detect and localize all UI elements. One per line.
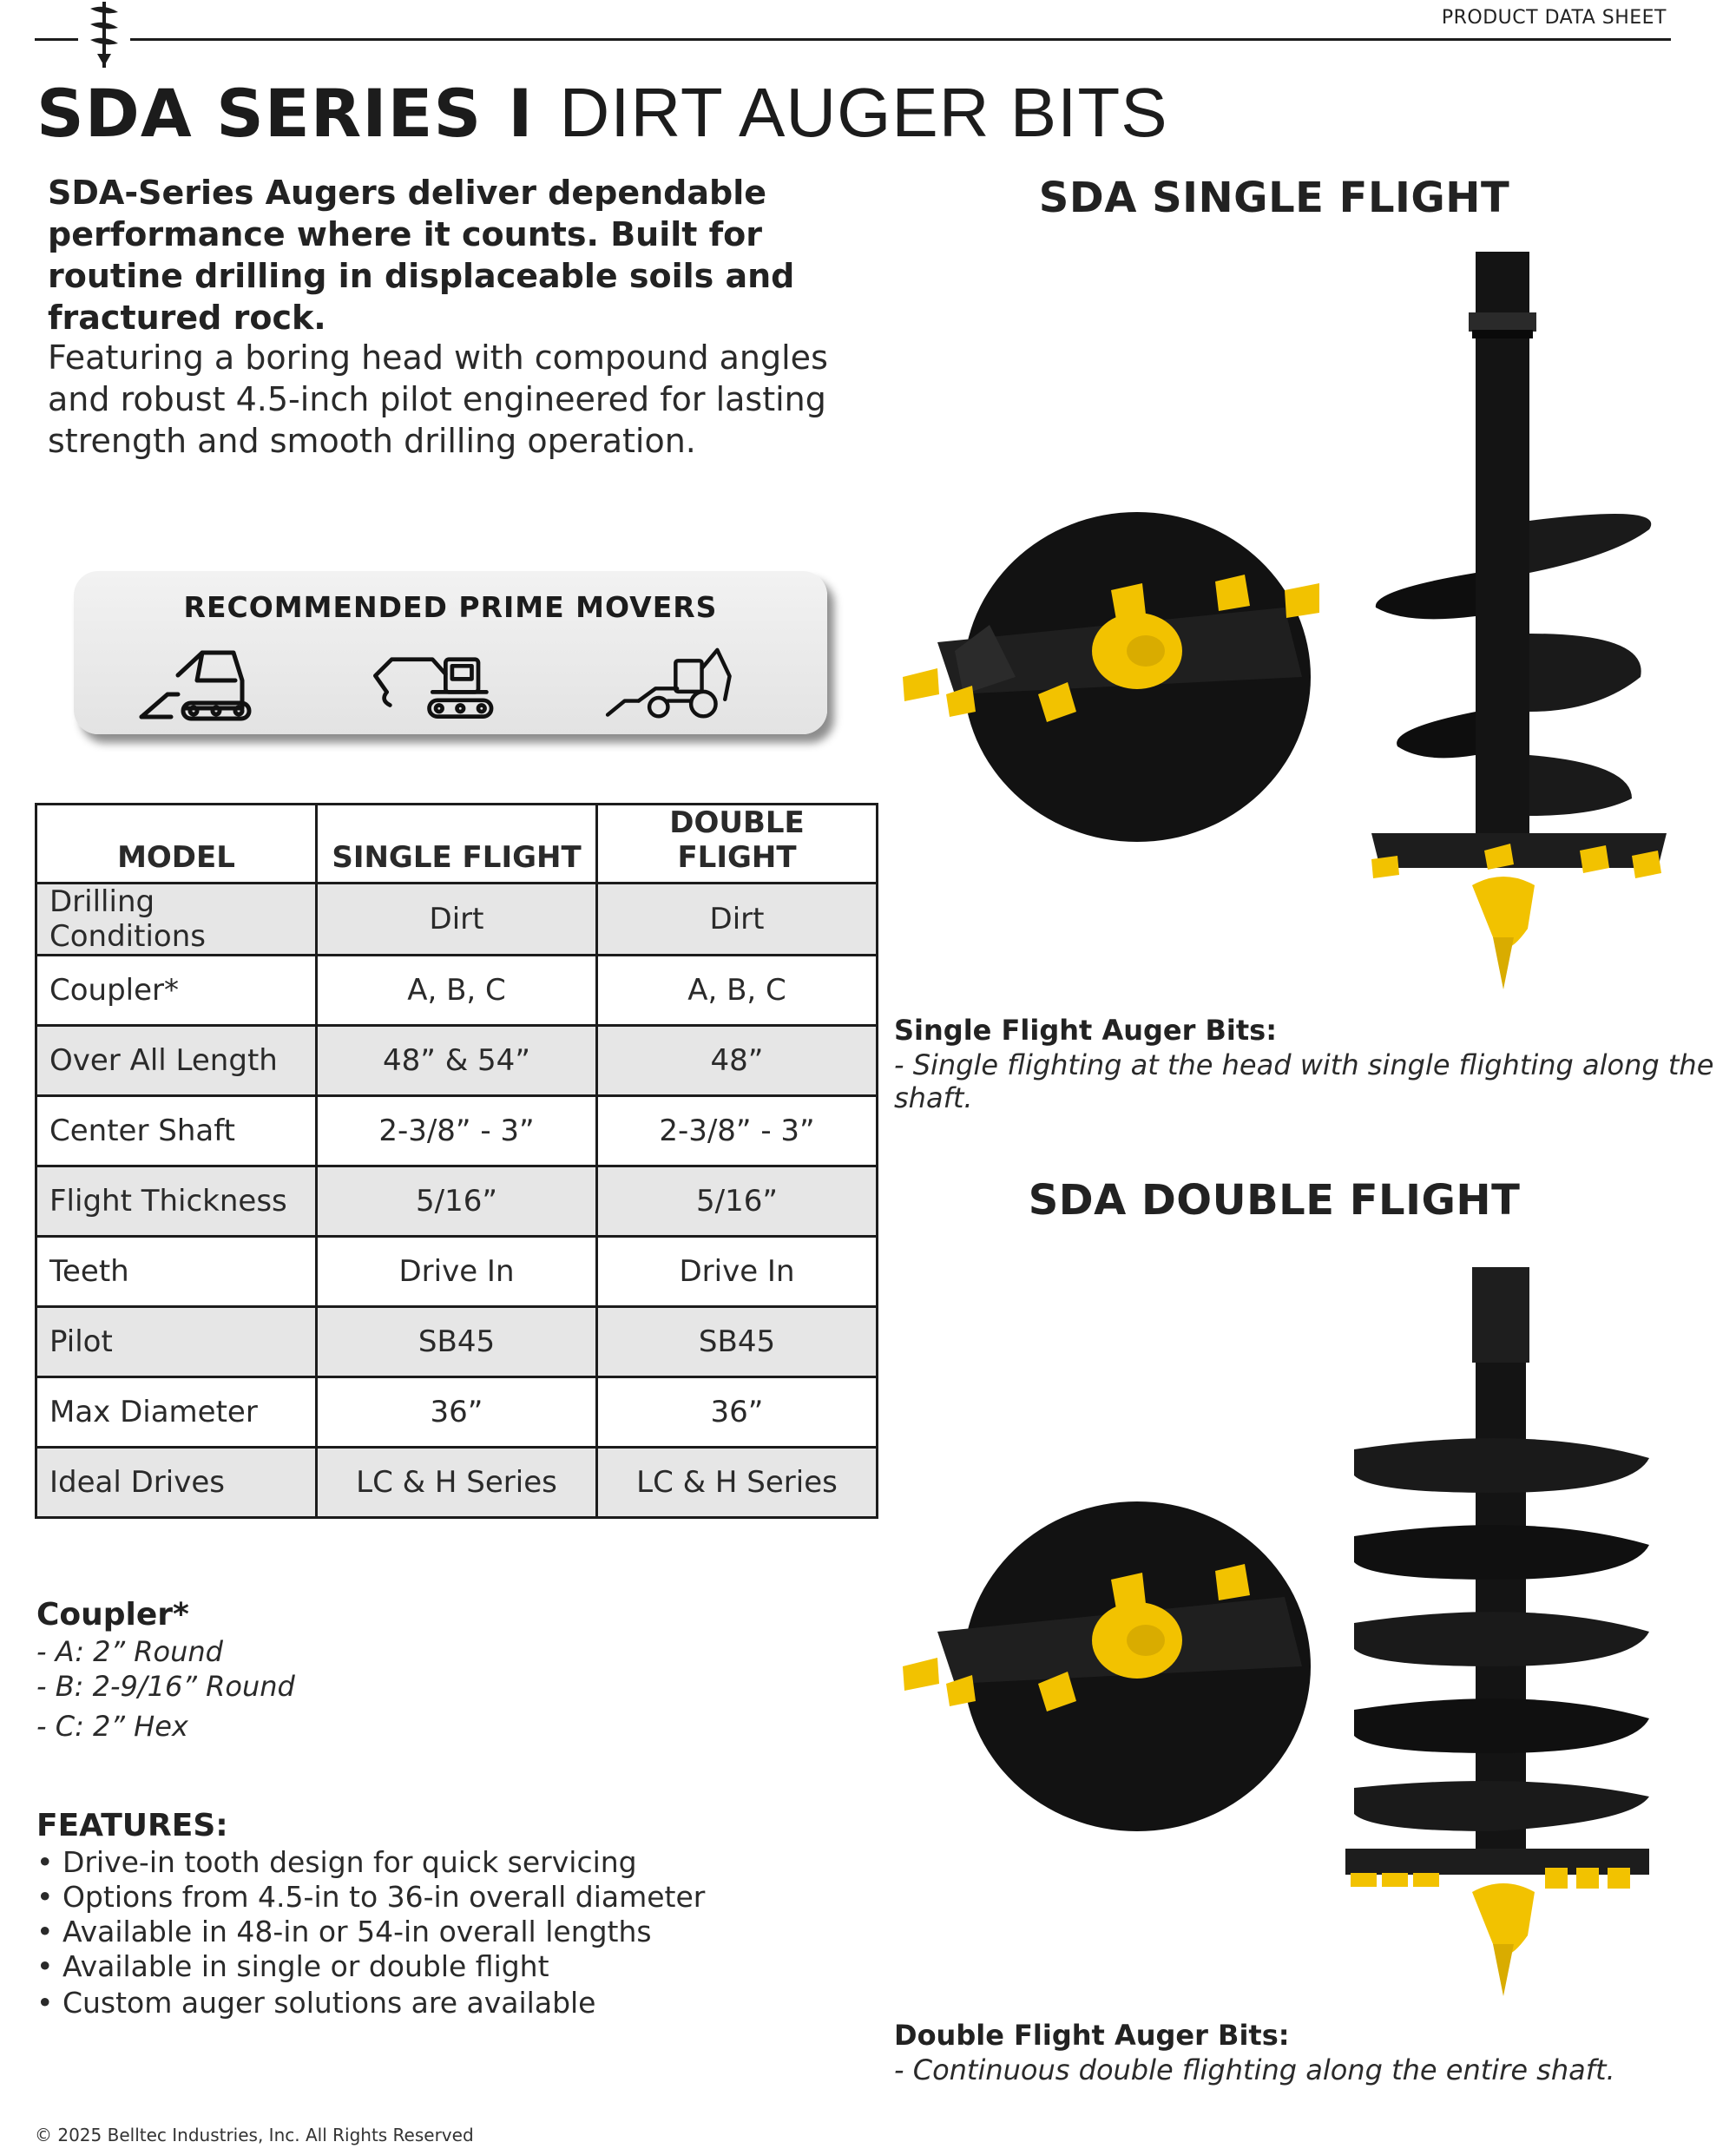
single-flight-caption-body: - Single flighting at the head with single flighting along the shaft.	[894, 1048, 1714, 1114]
cell-single: 36”	[317, 1377, 597, 1448]
column-header-single: SINGLE FLIGHT	[317, 805, 597, 884]
cell-double: 2-3/8” - 3”	[597, 1096, 878, 1166]
title-separator: I	[508, 75, 534, 152]
spec-table	[35, 803, 878, 1519]
feature-item: • Custom auger solutions are available	[36, 1986, 596, 2020]
cell-double: SB45	[597, 1307, 878, 1377]
cell-double: Drive In	[597, 1237, 878, 1307]
cell-single: LC & H Series	[317, 1448, 597, 1518]
row-label: Over All Length	[36, 1026, 317, 1096]
row-label: Coupler*	[36, 956, 317, 1026]
table-row	[36, 1166, 878, 1237]
coupler-note: - B: 2-9/16” Round	[36, 1670, 295, 1703]
column-header-double: DOUBLE FLIGHT	[597, 805, 878, 884]
features-title: FEATURES:	[36, 1808, 228, 1843]
cell-double: 36”	[597, 1377, 878, 1448]
cell-double: A, B, C	[597, 956, 878, 1026]
table-row	[36, 1237, 878, 1307]
single-flight-caption-title: Single Flight Auger Bits:	[894, 1014, 1278, 1047]
row-label: Ideal Drives	[36, 1448, 317, 1518]
row-label: Center Shaft	[36, 1096, 317, 1166]
row-label: Max Diameter	[36, 1377, 317, 1448]
cell-single: Dirt	[317, 884, 597, 956]
coupler-note: - A: 2” Round	[36, 1635, 223, 1668]
row-label: Drilling Conditions	[36, 884, 317, 956]
double-flight-caption-body: - Continuous double flighting along the entire shaft.	[894, 2053, 1615, 2086]
title-series: SDA SERIES	[36, 75, 483, 152]
intro-body: Featuring a boring head with compound angles and robust 4.5-inch pilot engineered for lasting strength and smooth drilling operation.	[48, 338, 828, 460]
cell-single: 5/16”	[317, 1166, 597, 1237]
double-flight-heading: SDA DOUBLE FLIGHT	[1028, 1176, 1521, 1225]
row-label: Pilot	[36, 1307, 317, 1377]
page-title	[36, 69, 1168, 157]
table-row	[36, 956, 878, 1026]
header-rule	[35, 38, 1671, 41]
prime-movers-title: RECOMMENDED PRIME MOVERS	[183, 590, 718, 624]
double-flight-auger-image	[885, 1250, 1667, 2014]
coupler-notes-title: Coupler*	[36, 1597, 189, 1633]
table-header-row	[36, 805, 878, 884]
single-flight-auger-image	[885, 243, 1667, 1007]
cell-double: 5/16”	[597, 1166, 878, 1237]
brand-logo-icon	[78, 0, 130, 69]
document-type-label: PRODUCT DATA SHEET	[1441, 7, 1667, 29]
cell-double: 48”	[597, 1026, 878, 1096]
cell-single: Drive In	[317, 1237, 597, 1307]
feature-item: • Available in single or double flight	[36, 1949, 549, 1983]
row-label: Flight Thickness	[36, 1166, 317, 1237]
feature-item: • Drive-in tooth design for quick servicing	[36, 1845, 637, 1879]
skid-steer-icon	[133, 641, 272, 727]
table-row	[36, 1448, 878, 1518]
prime-movers-panel	[74, 571, 827, 734]
cell-double: Dirt	[597, 884, 878, 956]
cell-single: SB45	[317, 1307, 597, 1377]
double-flight-caption-title: Double Flight Auger Bits:	[894, 2019, 1290, 2052]
table-row	[36, 1096, 878, 1166]
intro-lead: SDA-Series Augers deliver dependable performance where it counts. Built for routine drilling in displaceable soils and fractured rock.	[48, 174, 795, 337]
title-product: DIRT AUGER BITS	[559, 74, 1168, 151]
coupler-note: - C: 2” Hex	[36, 1710, 188, 1743]
cell-double: LC & H Series	[597, 1448, 878, 1518]
cell-single: A, B, C	[317, 956, 597, 1026]
table-row	[36, 1026, 878, 1096]
copyright-notice: © 2025 Belltec Industries, Inc. All Rights Reserved	[35, 2125, 474, 2145]
excavator-icon	[367, 641, 506, 727]
feature-item: • Options from 4.5-in to 36-in overall diameter	[36, 1880, 706, 1914]
cell-single: 48” & 54”	[317, 1026, 597, 1096]
table-row	[36, 1307, 878, 1377]
row-label: Teeth	[36, 1237, 317, 1307]
table-row	[36, 1377, 878, 1448]
cell-single: 2-3/8” - 3”	[317, 1096, 597, 1166]
table-row	[36, 884, 878, 956]
backhoe-icon	[602, 641, 740, 727]
feature-item: • Available in 48-in or 54-in overall lengths	[36, 1915, 652, 1948]
column-header-model: MODEL	[36, 805, 317, 884]
single-flight-heading: SDA SINGLE FLIGHT	[1038, 174, 1510, 222]
